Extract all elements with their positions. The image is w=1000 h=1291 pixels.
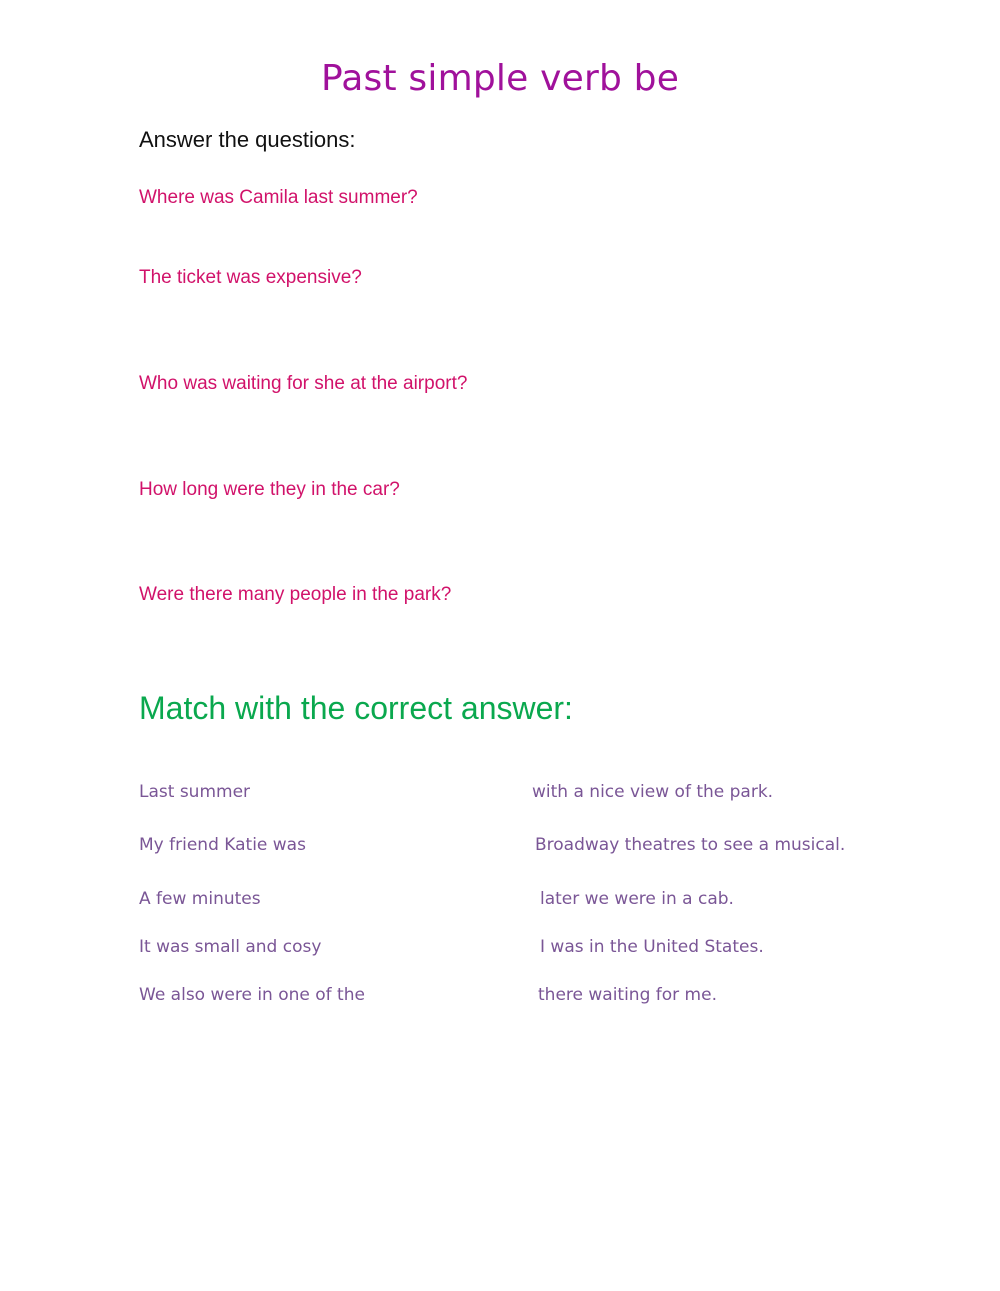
page-title: Past simple verb be: [320, 58, 680, 99]
match-right-item: there waiting for me.: [538, 985, 717, 1005]
match-left-item: It was small and cosy: [139, 937, 322, 957]
match-heading: Match with the correct answer:: [139, 690, 573, 726]
question-3: Who was waiting for she at the airport?: [139, 373, 468, 394]
question-4: How long were they in the car?: [139, 479, 400, 500]
answer-instruction: Answer the questions:: [139, 127, 356, 152]
match-right-item: I was in the United States.: [540, 937, 764, 957]
match-left-item: A few minutes: [139, 889, 261, 909]
question-5: Were there many people in the park?: [139, 584, 452, 605]
match-left-item: We also were in one of the: [139, 985, 365, 1005]
match-right-item: Broadway theatres to see a musical.: [535, 835, 846, 855]
match-right-item: later we were in a cab.: [540, 889, 734, 909]
question-2: The ticket was expensive?: [139, 267, 362, 288]
match-left-item: Last summer: [139, 782, 251, 802]
match-left-item: My friend Katie was: [139, 835, 306, 855]
match-right-item: with a nice view of the park.: [532, 782, 774, 802]
question-1: Where was Camila last summer?: [139, 187, 418, 208]
